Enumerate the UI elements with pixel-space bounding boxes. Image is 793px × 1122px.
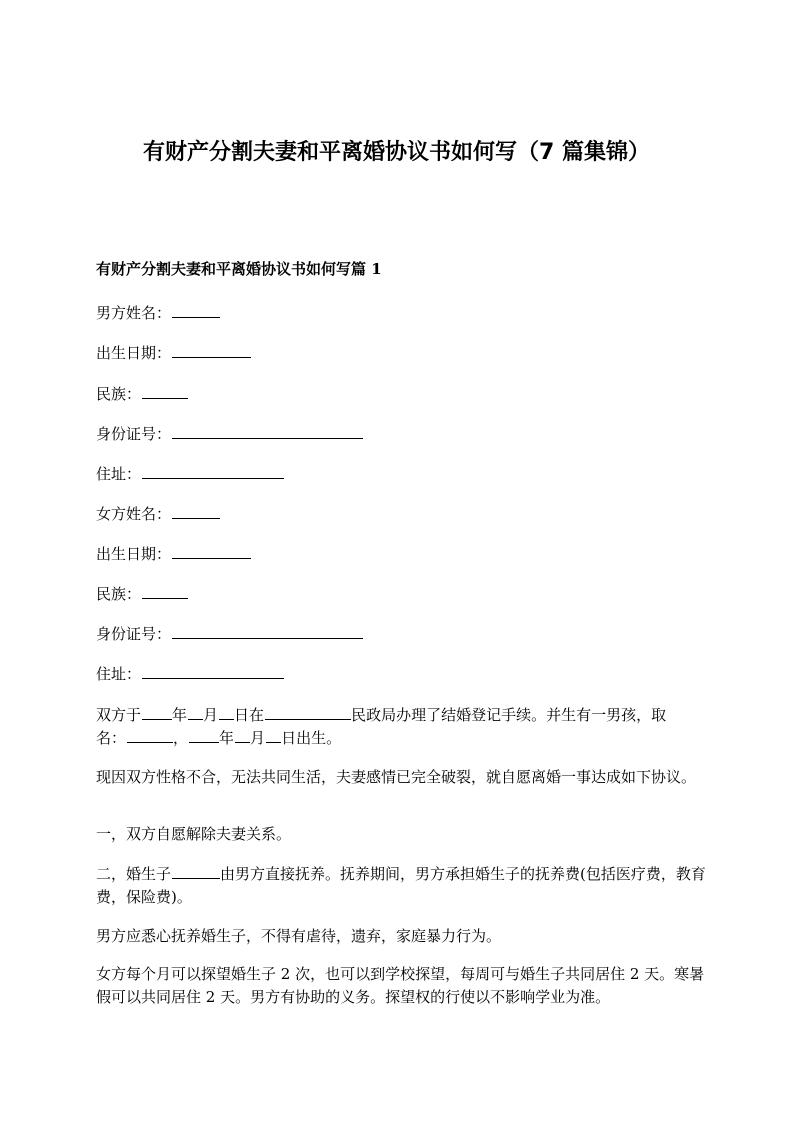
field-label: 男方姓名：: [96, 304, 172, 322]
field-male-name: [96, 302, 220, 324]
text-run: 月: [203, 706, 219, 724]
paragraph-marriage: [96, 704, 708, 750]
section-title: 有财产分割夫妻和平离婚协议书如何写篇 1: [96, 260, 382, 278]
clause-2: [96, 863, 708, 909]
field-male-ethnicity: [96, 383, 188, 405]
text-run: 年: [172, 706, 188, 724]
document-title: 有财产分割夫妻和平离婚协议书如何写（7 篇集锦）: [143, 140, 650, 165]
blank-line: [219, 705, 234, 720]
field-male-birthdate: [96, 342, 251, 364]
clause-3: 男方应悉心抚养婚生子，不得有虐待，遗弃，家庭暴力行为。: [96, 927, 502, 945]
blank-line: [189, 728, 219, 743]
text-run: 双方于: [96, 706, 142, 724]
clause-4: 女方每个月可以探望婚生子 2 次，也可以到学校探望，每周可与婚生子共同居住 2 天。寒暑假可以共同居住 2 天。男方有协助的义务。探望权的行使以不影响学业为准。: [96, 965, 705, 1006]
field-male-id-number: [96, 423, 363, 445]
blank-line: [266, 728, 281, 743]
field-female-ethnicity: [96, 583, 188, 605]
text-run: 月: [250, 729, 266, 747]
blank-line: [235, 728, 250, 743]
paragraph-reason: 现因双方性格不合，无法共同生活，夫妻感情已完全破裂，就自愿离婚一事达成如下协议。: [96, 768, 697, 786]
clause-1: 一，双方自愿解除夫妻关系。: [96, 825, 292, 843]
text-run: 由男方直接抚养。抚养期间，男方承担婚生子的抚养费(包括医疗费，教育费，保险费)。: [96, 865, 706, 906]
text-run: 日出生。: [281, 729, 342, 747]
blank-line: [172, 303, 220, 318]
field-label: 住址：: [96, 665, 142, 683]
field-label: 出生日期：: [96, 545, 172, 563]
text-run: ，: [173, 729, 189, 747]
field-female-birthdate: [96, 543, 251, 565]
field-male-address: [96, 463, 284, 485]
blank-line: [142, 664, 284, 679]
blank-line: [142, 384, 188, 399]
blank-line: [188, 705, 203, 720]
blank-line: [172, 624, 363, 639]
blank-line: [172, 544, 251, 559]
text-run: 二，婚生子: [96, 865, 172, 883]
blank-line: [172, 504, 220, 519]
field-label: 身份证号：: [96, 625, 172, 643]
text-run: 民政局办理了结婚登记手续。并生有一男孩，取: [351, 706, 667, 724]
blank-line: [172, 424, 363, 439]
text-run: 年: [219, 729, 235, 747]
field-female-address: [96, 663, 284, 685]
text-run: 名：: [96, 729, 127, 747]
field-label: 身份证号：: [96, 425, 172, 443]
blank-line: [142, 584, 188, 599]
blank-line: [265, 705, 351, 720]
field-label: 女方姓名：: [96, 505, 172, 523]
blank-line: [142, 705, 172, 720]
field-female-name: [96, 503, 220, 525]
field-label: 民族：: [96, 385, 142, 403]
text-run: 日在: [234, 706, 265, 724]
blank-line: [172, 864, 220, 879]
field-label: 民族：: [96, 585, 142, 603]
field-female-id-number: [96, 623, 363, 645]
field-label: 住址：: [96, 465, 142, 483]
blank-line: [142, 464, 284, 479]
field-label: 出生日期：: [96, 344, 172, 362]
blank-line: [172, 343, 251, 358]
blank-line: [127, 728, 173, 743]
